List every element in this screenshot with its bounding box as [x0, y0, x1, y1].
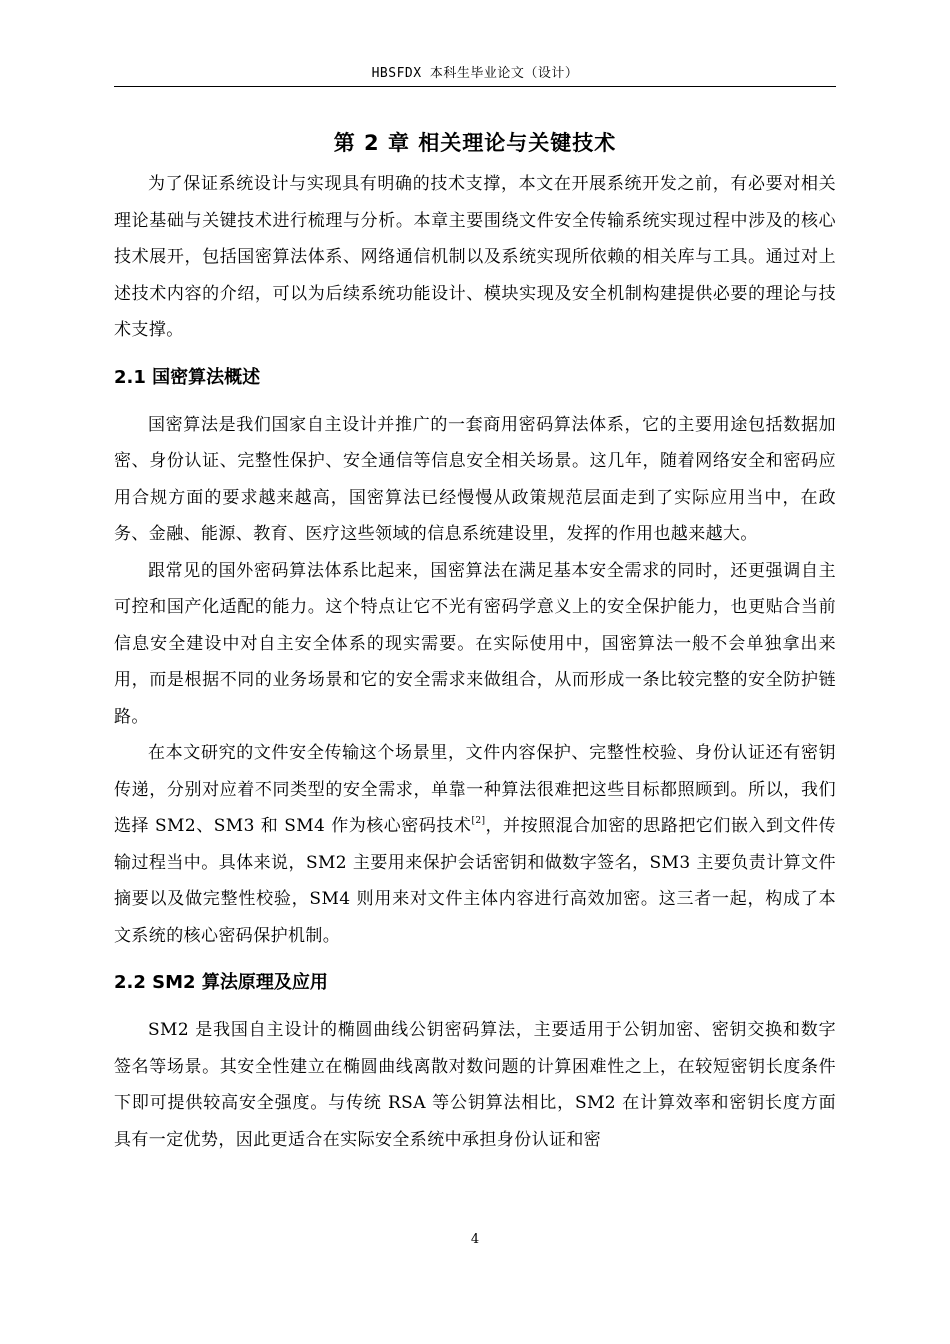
- paragraph-text-before-citation: 在本文研究的文件安全传输这个场景里，文件内容保护、完整性校验、身份认证还有密钥传递，分别对应着不同类型的安全需求，单靠一种算法很难把这些目标都照顾到。所以，我们选择 SM2、SM3 和 SM4 作为核心密码技术: [114, 743, 836, 836]
- chapter-intro-paragraph: 为了保证系统设计与实现具有明确的技术支撑，本文在开展系统开发之前，有必要对相关理论基础与关键技术进行梳理与分析。本章主要围绕文件安全传输系统实现过程中涉及的核心技术展开，包括国密算法体系、网络通信机制以及系统实现所依赖的相关库与工具。通过对上述技术内容的介绍，可以为后续系统功能设计、模块实现及安全机制构建提供必要的理论与技术支撑。: [114, 174, 836, 340]
- citation-reference[interactable]: [2]: [471, 816, 486, 826]
- body-paragraph: 国密算法是我们国家自主设计并推广的一套商用密码算法体系，它的主要用途包括数据加密、身份认证、完整性保护、安全通信等信息安全相关场景。这几年，随着网络安全和密码应用合规方面的要求越来越高，国密算法已经慢慢从政策规范层面走到了实际应用当中，在政务、金融、能源、教育、医疗这些领域的信息系统建设里，发挥的作用也越来越大。: [114, 414, 836, 544]
- body-text: [114, 120, 836, 1158]
- header-rule: [114, 86, 836, 87]
- body-paragraph: SM2 是我国自主设计的椭圆曲线公钥密码算法，主要适用于公钥加密、密钥交换和数字签名等场景。其安全性建立在椭圆曲线离散对数问题的计算困难性之上，在较短密钥长度条件下即可提供较高安全强度。与传统 RSA 等公钥算法相比，SM2 在计算效率和密钥长度方面具有一定优势，因此更适合在实际安全系统中承担身份认证和密: [114, 1020, 836, 1150]
- body-paragraph: 跟常见的国外密码算法体系比起来，国密算法在满足基本安全需求的同时，还更强调自主可控和国产化适配的能力。这个特点让它不光有密码学意义上的安全保护能力，也更贴合当前信息安全建设中对自主安全体系的现实需要。在实际使用中，国密算法一般不会单独拿出来用，而是根据不同的业务场景和它的安全需求来做组合，从而形成一条比较完整的安全防护链路。: [114, 560, 836, 727]
- body-paragraph-with-citation: [114, 735, 836, 954]
- section-heading-2-2: 2.2 SM2 算法原理及应用: [114, 972, 328, 993]
- page-number: 4: [470, 1232, 480, 1247]
- paragraph-text-after-citation: ，并按照混合加密的思路把它们嵌入到文件传输过程当中。具体来说，SM2 主要用来保护会话密钥和做数字签名，SM3 主要负责计算文件摘要以及做完整性校验，SM4 则用来对文件主体内容进行高效加密。这三者一起，构成了本文系统的核心密码保护机制。: [114, 816, 836, 946]
- chapter-title: 第 2 章 相关理论与关键技术: [333, 131, 617, 155]
- section-heading-2-1: 2.1 国密算法概述: [114, 366, 261, 388]
- running-header: HBSFDX 本科生毕业论文（设计）: [371, 66, 579, 81]
